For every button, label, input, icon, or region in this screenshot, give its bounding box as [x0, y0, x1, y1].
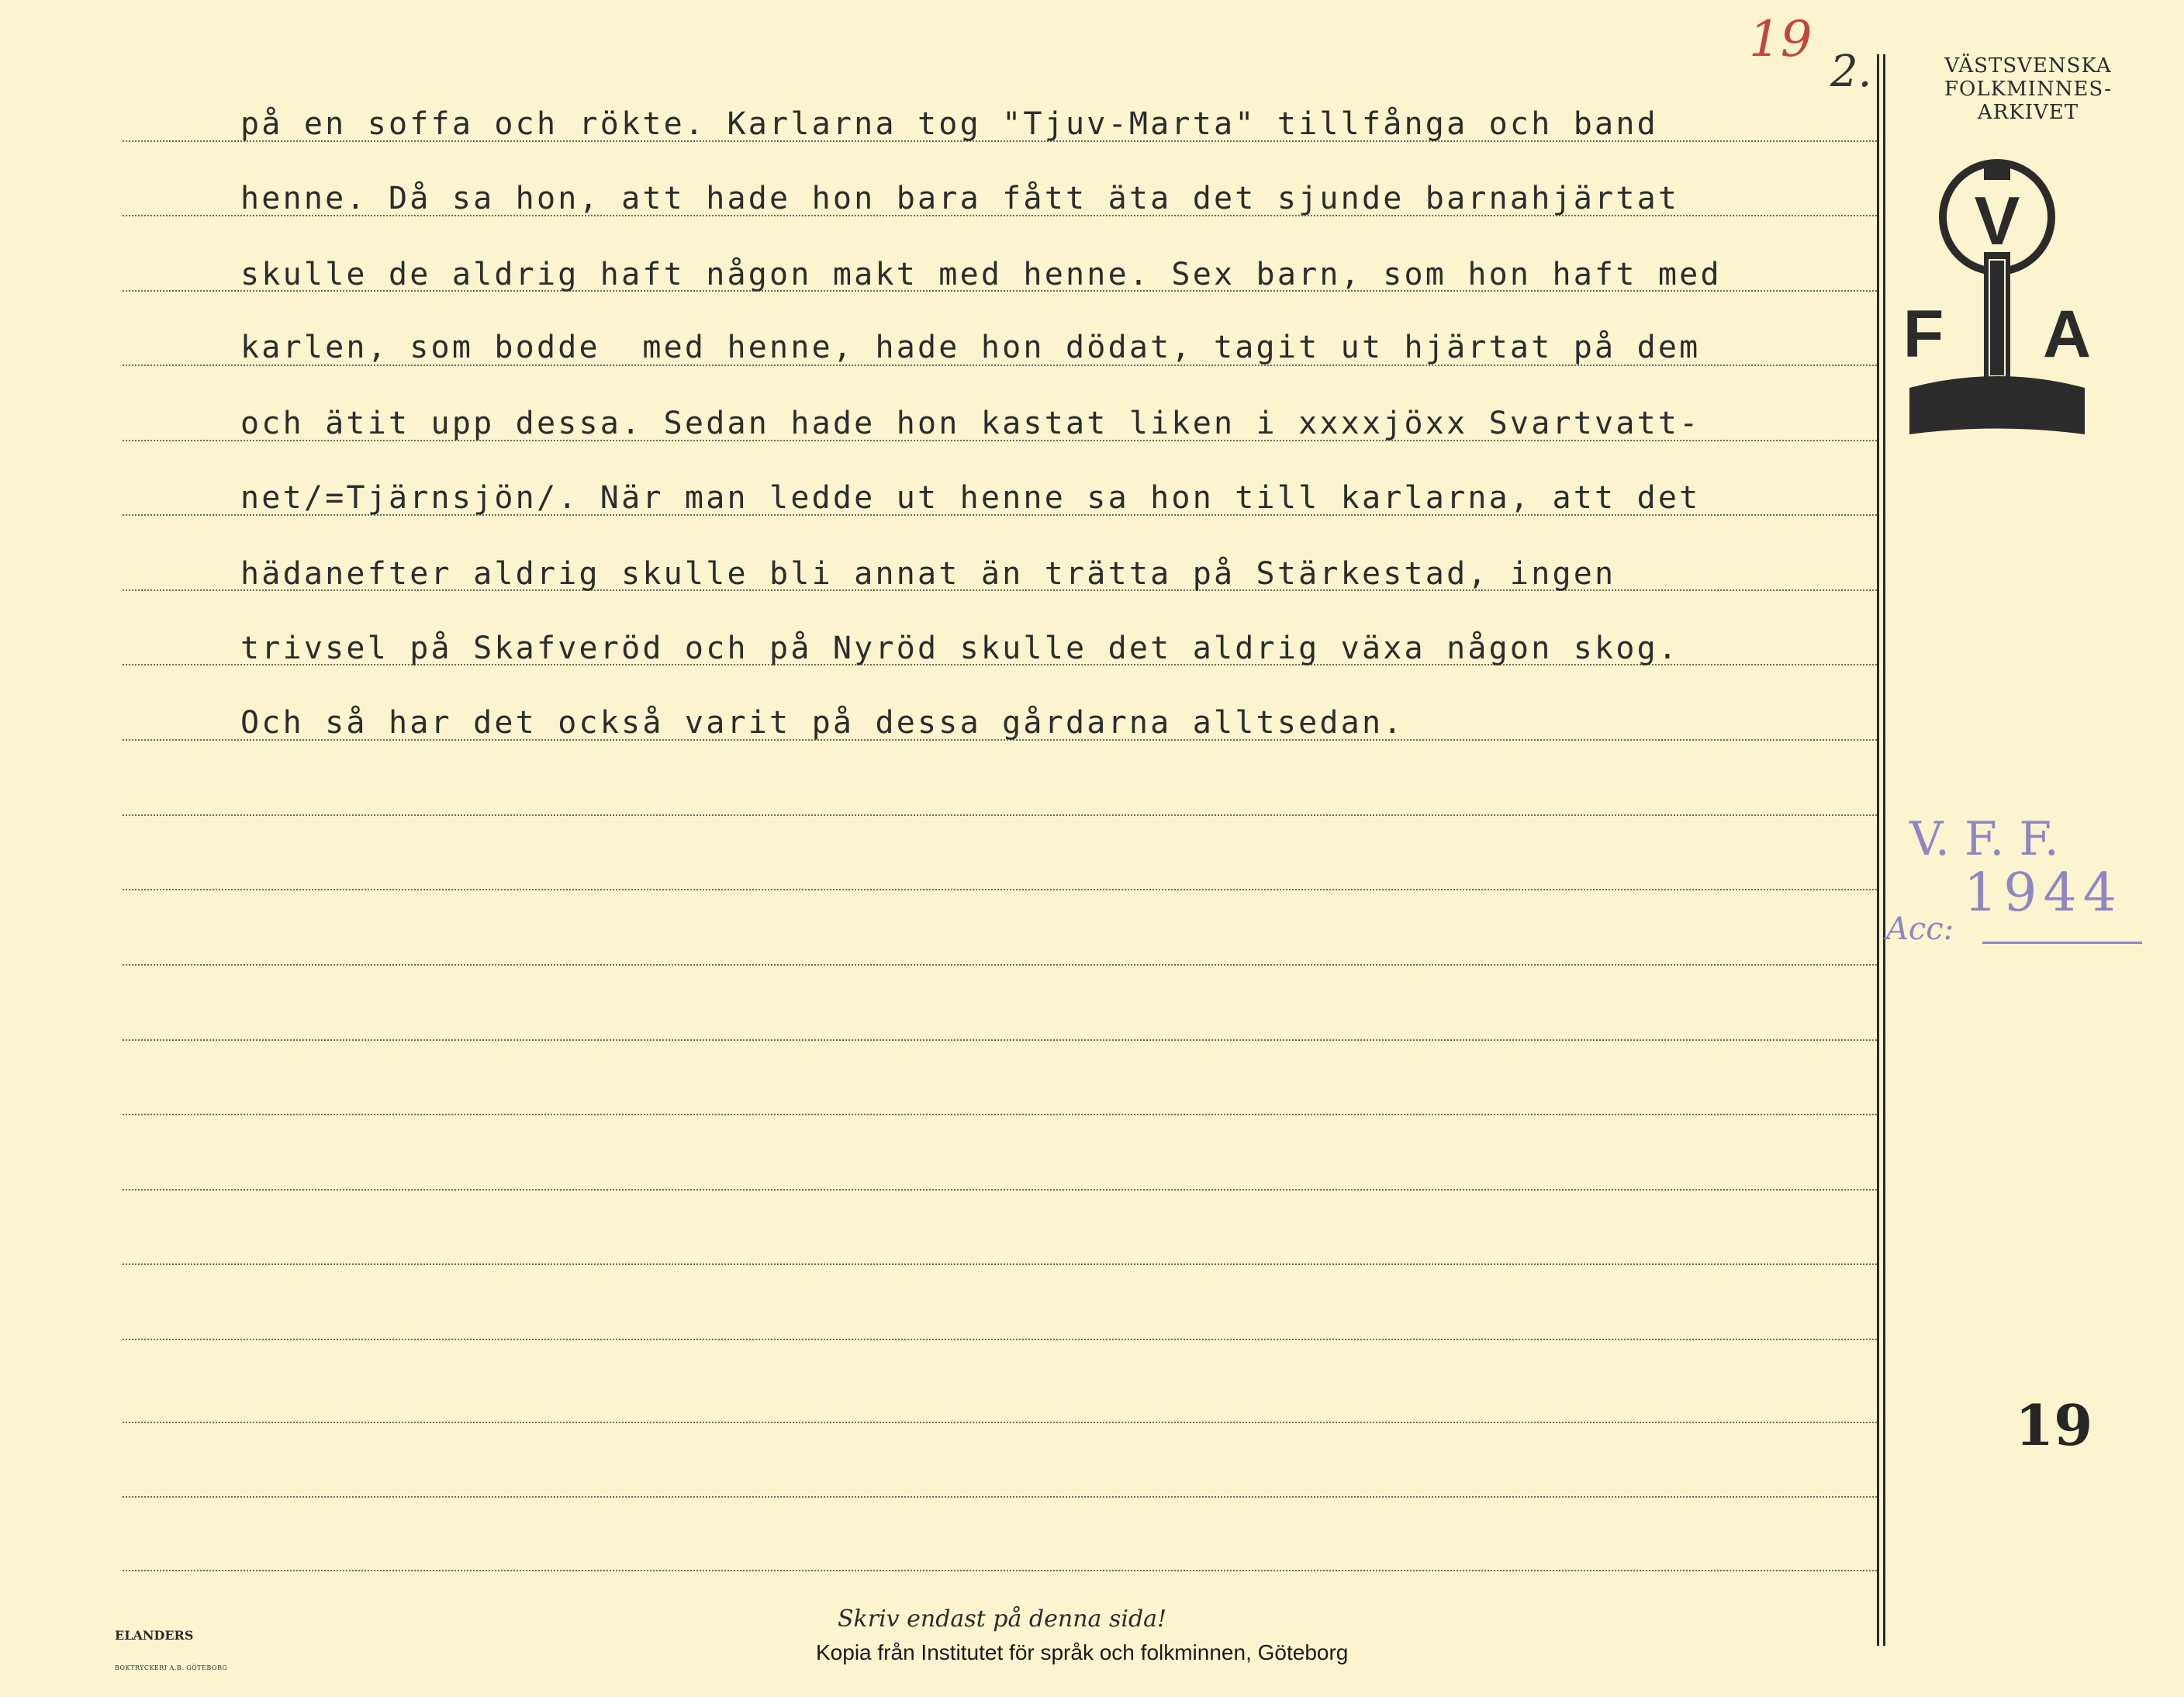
- typed-line: trivsel på Skafveröd och på Nyröd skulle det aldrig växa någon skog.: [240, 631, 1680, 666]
- archive-name-line: ARKIVET: [1977, 101, 2079, 124]
- ruled-line: [123, 1263, 1877, 1265]
- typed-line: Och så har det också varit på dessa gårdarna alltsedan.: [240, 705, 1405, 741]
- ruled-line: [123, 1339, 1877, 1340]
- copy-notice: Kopia från Institutet för språk och folkminnen, Göteborg: [816, 1640, 1349, 1664]
- typed-line: henne. Då sa hon, att hade hon bara fått äta det sjunde barnahjärtat: [240, 181, 1680, 216]
- footer-instruction: Skriv endast på denna sida!: [838, 1605, 1167, 1633]
- ruled-line: [123, 1496, 1877, 1498]
- ruled-line: [123, 889, 1877, 890]
- typed-line: hädanefter aldrig skulle bli annat än trätta på Stärkestad, ingen: [240, 556, 1616, 592]
- ruled-line: [123, 1189, 1877, 1191]
- printer-subtitle: BOKTRYCKERI A.B. GÖTEBORG: [115, 1664, 228, 1671]
- page-number: 19: [2015, 1392, 2093, 1458]
- ruled-line: [123, 1422, 1877, 1423]
- handwritten-page-number: 19: [1749, 11, 1813, 68]
- archive-logo-icon: [1900, 155, 2094, 465]
- typed-line: och ätit upp dessa. Sedan hade hon kastat liken i xxxxjöxx Svartvatt-: [240, 406, 1701, 441]
- archive-name-line: VÄSTSVENSKA: [1944, 54, 2112, 78]
- margin-rule: [1877, 54, 1879, 1646]
- stamp-letters: V. F. F.: [1909, 812, 2059, 866]
- typed-line: net/=Tjärnsjön/. När man ledde ut henne sa hon till karlarna, att det: [240, 480, 1701, 516]
- typed-line: skulle de aldrig haft någon makt med henne. Sex barn, som hon haft med: [240, 257, 1722, 292]
- stamp-year: 1944: [1964, 862, 2124, 924]
- typed-line: karlen, som bodde med henne, hade hon dödat, tagit ut hjärtat på dem: [240, 330, 1701, 365]
- logo-letter-f: F: [1902, 297, 1944, 372]
- stamp-underline: [1982, 942, 2142, 944]
- typed-line: på en soffa och rökte. Karlarna tog "Tjuv-Marta" tillfånga och band: [240, 106, 1658, 142]
- ruled-line: [123, 1570, 1877, 1571]
- ruled-line: [123, 814, 1877, 816]
- margin-rule: [1883, 54, 1885, 1646]
- printer-name: ELANDERS: [115, 1628, 194, 1643]
- logo-letter-a: A: [2042, 297, 2092, 372]
- ruled-line: [123, 964, 1877, 966]
- handwritten-sheet-number: 2.: [1830, 47, 1872, 97]
- ruled-line: [123, 1114, 1877, 1115]
- logo-letter-v: V: [1974, 182, 2020, 259]
- stamp-acc-label: Acc:: [1886, 911, 1954, 947]
- printer-mark: [115, 1609, 227, 1695]
- archive-name-line: FOLKMINNES-: [1944, 78, 2112, 101]
- ruled-line: [123, 1039, 1877, 1041]
- archive-name: [1892, 54, 2164, 124]
